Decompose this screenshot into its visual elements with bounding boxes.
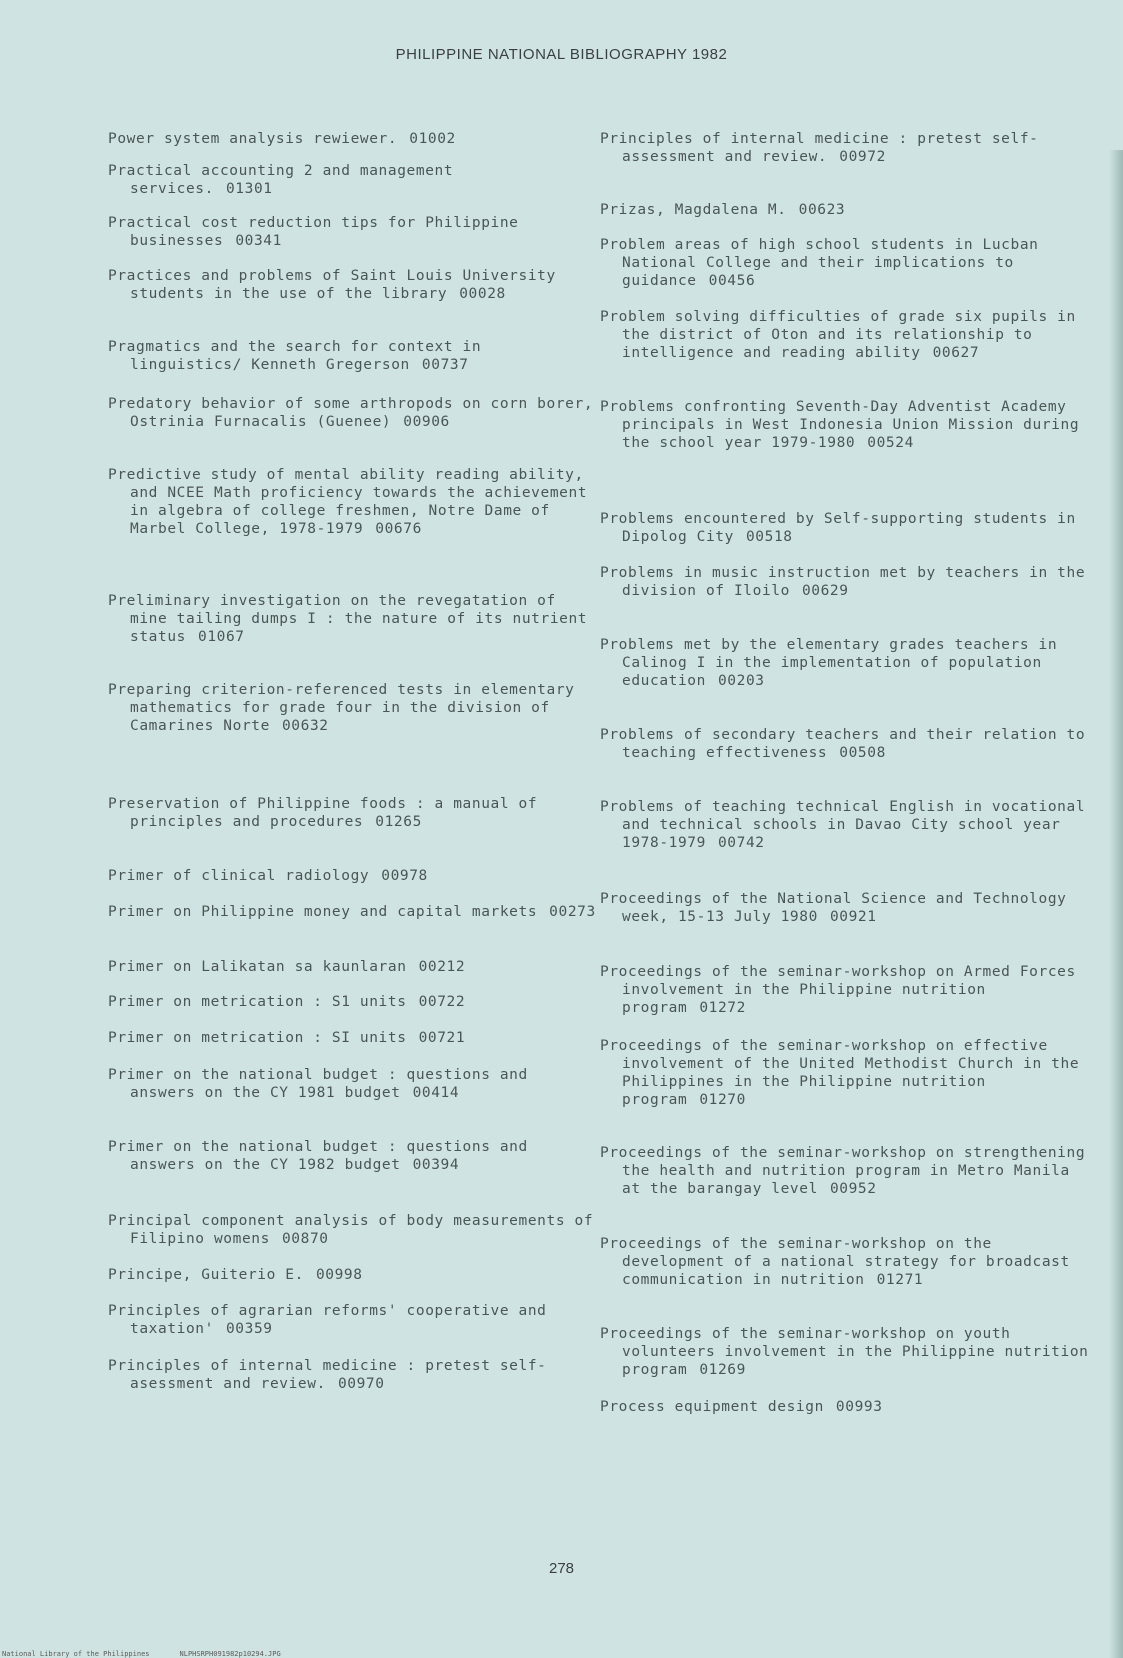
entry-title: Primer on Lalikatan sa kaunlaran bbox=[108, 959, 407, 975]
bibliography-entry bbox=[600, 564, 1095, 600]
bibliography-entry bbox=[108, 1266, 600, 1284]
entry-title: Practical accounting 2 and management services. bbox=[108, 163, 463, 197]
entry-code: 00508 bbox=[839, 745, 886, 761]
entry-title: Principles of agrarian reforms' cooperative and taxation' bbox=[108, 1303, 556, 1337]
entry-code: 00524 bbox=[867, 435, 914, 451]
entry-code: 00906 bbox=[403, 414, 450, 430]
entry-title: Proceedings of the seminar-workshop on effective involvement of the United Methodist Church in the Philippines in the Philippine nutrition program bbox=[600, 1038, 1089, 1108]
bibliography-entry bbox=[600, 398, 1092, 452]
page-number: 278 bbox=[548, 1560, 575, 1577]
footer-filename: NLPHSRPH091982p10294.JPG bbox=[179, 1650, 281, 1658]
entry-code: 00629 bbox=[801, 583, 849, 599]
entry-code: 01067 bbox=[197, 629, 245, 645]
bibliography-entry bbox=[108, 903, 600, 921]
entry-code: 00518 bbox=[745, 529, 793, 545]
entry-code: 00737 bbox=[421, 357, 469, 373]
entry-title: Primer on Philippine money and capital markets bbox=[108, 904, 538, 920]
entry-code: 01269 bbox=[699, 1362, 746, 1378]
bibliography-entry bbox=[600, 1037, 1092, 1109]
bibliography-entry bbox=[108, 958, 600, 976]
bibliography-entry bbox=[600, 1144, 1095, 1198]
entry-title: Primer on metrication : S1 units bbox=[108, 994, 407, 1010]
entry-title: Primer on the national budget : questions and answers on the CY 1982 budget bbox=[108, 1139, 538, 1173]
bibliography-entry bbox=[108, 267, 600, 303]
entry-code: 00623 bbox=[798, 202, 846, 218]
entry-title: Problems in music instruction met by teachers in the division of Iloilo bbox=[600, 565, 1095, 599]
entry-code: 00998 bbox=[315, 1267, 363, 1283]
entry-title: Predictive study of mental ability reading ability, and NCEE Math proficiency towards the achievement in algebra of college freshmen, Notre Dame of Marbel College, 1978-1979 bbox=[108, 467, 597, 537]
footer-source: National Library of the Philippines bbox=[2, 1650, 150, 1658]
entry-title: Prizas, Magdalena M. bbox=[600, 202, 787, 218]
entry-title: Practical cost reduction tips for Philippine businesses bbox=[108, 215, 528, 249]
entry-code: 00721 bbox=[418, 1030, 466, 1046]
bibliography-entry bbox=[108, 338, 600, 374]
entry-title: Proceedings of the seminar-workshop on strengthening the health and nutrition program in Metro Manila at the barangay level bbox=[600, 1145, 1095, 1197]
bibliography-entry bbox=[600, 1235, 1092, 1289]
entry-code: 00952 bbox=[829, 1181, 877, 1197]
entry-title: Principal component analysis of body measurements of Filipino womens bbox=[108, 1213, 603, 1247]
entry-title: Practices and problems of Saint Louis University students in the use of the library bbox=[108, 268, 566, 302]
entry-title: Principles of internal medicine : pretest self-assessment and review. bbox=[600, 131, 1039, 165]
entry-code: 00359 bbox=[225, 1321, 273, 1337]
entry-code: 00993 bbox=[835, 1399, 883, 1415]
entry-title: Predatory behavior of some arthropods on corn borer, Ostrinia Furnacalis (Guenee) bbox=[108, 396, 603, 430]
bibliography-entry bbox=[108, 681, 600, 735]
entry-code: 00394 bbox=[412, 1157, 460, 1173]
entry-code: 00972 bbox=[839, 149, 886, 165]
entry-code: 00028 bbox=[459, 286, 506, 302]
entry-code: 00203 bbox=[717, 673, 765, 689]
entry-title: Power system analysis rewiewer. bbox=[108, 131, 398, 147]
entry-title: Principles of internal medicine : pretest self-asessment and review. bbox=[108, 1358, 547, 1392]
entry-code: 00676 bbox=[375, 521, 422, 537]
entry-title: Principe, Guiterio E. bbox=[108, 1267, 304, 1283]
entry-code: 01270 bbox=[699, 1092, 746, 1108]
entry-code: 00978 bbox=[381, 868, 428, 884]
entry-code: 00273 bbox=[549, 904, 596, 920]
bibliography-entry bbox=[600, 890, 1092, 926]
entry-code: 00742 bbox=[717, 835, 765, 851]
bibliography-entry bbox=[108, 1138, 600, 1174]
entry-title: Process equipment design bbox=[600, 1399, 824, 1415]
entry-title: Problem areas of high school students in Lucban National College and their implications to guidance bbox=[600, 237, 1048, 289]
entry-code: 00414 bbox=[412, 1085, 460, 1101]
entry-title: Primer of clinical radiology bbox=[108, 868, 370, 884]
bibliography-entry bbox=[600, 798, 1095, 852]
bibliography-entry bbox=[108, 466, 600, 538]
entry-title: Proceedings of the seminar-workshop on youth volunteers involvement in the Philippine nutrition program bbox=[600, 1326, 1098, 1378]
entry-code: 00456 bbox=[708, 273, 756, 289]
entry-code: 01002 bbox=[409, 131, 456, 147]
entry-code: 00921 bbox=[829, 909, 877, 925]
entry-title: Problems of secondary teachers and their relation to teaching effectiveness bbox=[600, 727, 1095, 761]
bibliography-entry bbox=[108, 1066, 600, 1102]
entry-title: Problem solving difficulties of grade six pupils in the district of Oton and its relationship to intelligence and reading ability bbox=[600, 309, 1086, 361]
entry-code: 01265 bbox=[375, 814, 422, 830]
bibliography-entry bbox=[600, 636, 1092, 690]
bibliography-entry bbox=[600, 236, 1092, 290]
entry-title: Primer on metrication : SI units bbox=[108, 1030, 407, 1046]
entry-code: 01272 bbox=[699, 1000, 746, 1016]
entry-title: Proceedings of the seminar-workshop on the development of a national strategy for broadcast communication in nutrition bbox=[600, 1236, 1080, 1288]
bibliography-entry bbox=[108, 162, 600, 198]
bibliography-entry bbox=[108, 1302, 600, 1338]
entry-title: Proceedings of the National Science and Technology week, 15-13 July 1980 bbox=[600, 891, 1076, 925]
entry-code: 00627 bbox=[932, 345, 980, 361]
bibliography-entry bbox=[600, 1398, 1092, 1416]
entry-title: Problems encountered by Self-supporting students in Dipolog City bbox=[600, 511, 1086, 545]
scan-footer bbox=[2, 1650, 281, 1658]
bibliography-entry bbox=[108, 1357, 600, 1393]
bibliography-entry bbox=[108, 214, 600, 250]
entry-title: Problems confronting Seventh-Day Adventist Academy principals in West Indonesia Union Mission during the school year 1979-1980 bbox=[600, 399, 1089, 451]
entry-title: Pragmatics and the search for context in linguistics/ Kenneth Gregerson bbox=[108, 339, 491, 373]
page-edge-shadow bbox=[1109, 150, 1123, 1658]
entry-title: Problems met by the elementary grades teachers in Calinog I in the implementation of population education bbox=[600, 637, 1067, 689]
bibliography-entry bbox=[108, 1029, 600, 1047]
bibliography-entry bbox=[108, 1212, 603, 1248]
bibliography-entry bbox=[600, 308, 1092, 362]
bibliography-entry bbox=[600, 963, 1092, 1017]
entry-code: 00341 bbox=[235, 233, 282, 249]
entry-title: Problems of teaching technical English in vocational and technical schools in Davao City school year 1978-1979 bbox=[600, 799, 1095, 851]
page-title: PHILIPPINE NATIONAL BIBLIOGRAPHY 1982 bbox=[395, 46, 728, 63]
bibliography-entry bbox=[108, 867, 600, 885]
bibliography-entry bbox=[600, 130, 1092, 166]
entry-code: 00212 bbox=[418, 959, 466, 975]
entry-code: 00722 bbox=[418, 994, 466, 1010]
bibliography-entry bbox=[108, 395, 603, 431]
entry-title: Proceedings of the seminar-workshop on Armed Forces involvement in the Philippine nutrition program bbox=[600, 964, 1086, 1016]
entry-code: 00632 bbox=[281, 718, 329, 734]
entry-code: 00970 bbox=[337, 1376, 385, 1392]
entry-code: 01271 bbox=[876, 1272, 924, 1288]
bibliography-entry bbox=[108, 130, 600, 148]
bibliography-entry bbox=[600, 201, 1092, 219]
bibliography-entry bbox=[600, 1325, 1098, 1379]
entry-title: Preservation of Philippine foods : a manual of principles and procedures bbox=[108, 796, 547, 830]
entry-title: Preliminary investigation on the revegatation of mine tailing dumps I : the nature of its nutrient status bbox=[108, 593, 597, 645]
bibliography-entry bbox=[108, 592, 600, 646]
entry-title: Preparing criterion-referenced tests in elementary mathematics for grade four in the division of Camarines Norte bbox=[108, 682, 584, 734]
entry-code: 01301 bbox=[225, 181, 273, 197]
bibliography-entry bbox=[600, 726, 1095, 762]
bibliography-entry bbox=[108, 795, 600, 831]
entry-title: Primer on the national budget : questions and answers on the CY 1981 budget bbox=[108, 1067, 538, 1101]
bibliography-entry bbox=[600, 510, 1092, 546]
bibliography-entry bbox=[108, 993, 600, 1011]
entry-code: 00870 bbox=[281, 1231, 329, 1247]
